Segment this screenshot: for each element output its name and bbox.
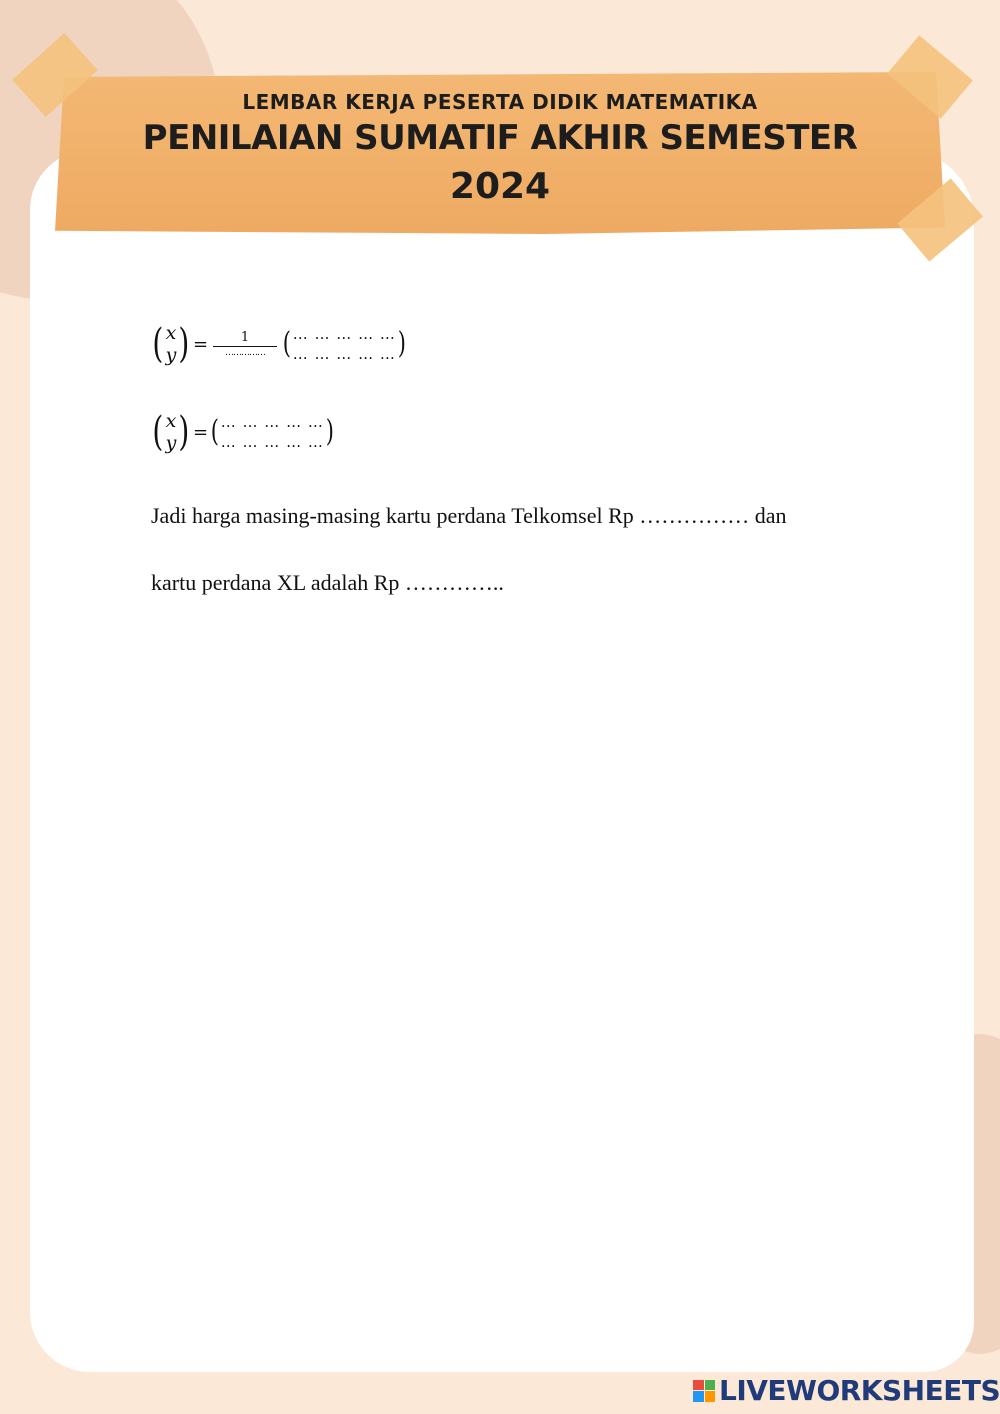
paren-right: ) — [178, 321, 190, 367]
header-title — [55, 72, 945, 207]
var-y: y — [165, 432, 177, 454]
var-x: x — [165, 322, 177, 344]
variable-vector — [166, 322, 177, 366]
liveworksheets-brand[interactable] — [693, 1374, 1000, 1407]
matrix-row-2[interactable]: … … … … … — [292, 345, 396, 363]
header-main-title: PENILAIAN SUMATIF AKHIR SEMESTER — [142, 118, 858, 158]
header-subtitle: LEMBAR KERJA PESERTA DIDIK MATEMATIKA — [242, 90, 758, 114]
equals-sign: = — [192, 333, 209, 355]
matrix-row-2[interactable]: … … … … … — [220, 433, 324, 451]
matrix-paren-left: ( — [282, 326, 292, 361]
matrix-paren-right: ) — [325, 414, 334, 449]
equation-inverse-matrix — [150, 322, 408, 366]
determinant-blank[interactable]: …………… — [225, 347, 266, 358]
equation-result-matrix — [150, 410, 336, 454]
variable-vector — [166, 410, 177, 454]
fraction-numerator: 1 — [240, 329, 250, 345]
paren-left: ( — [152, 321, 164, 367]
header-year: 2024 — [449, 166, 551, 207]
conclusion-line-1[interactable]: Jadi harga masing-masing kartu perdana Telkomsel Rp …………… dan — [151, 503, 787, 528]
var-y: y — [165, 344, 177, 366]
paren-left: ( — [152, 409, 164, 455]
brand-name: LIVEWORKSHEETS — [719, 1374, 1000, 1407]
matrix-paren-left: ( — [210, 414, 220, 449]
conclusion-line-2[interactable]: kartu perdana XL adalah Rp ………….. — [151, 570, 504, 595]
matrix-blank[interactable] — [221, 412, 324, 452]
fraction — [213, 330, 277, 359]
liveworksheets-logo-icon — [693, 1380, 715, 1402]
var-x: x — [165, 410, 177, 432]
equals-sign: = — [192, 421, 209, 443]
matrix-row-1[interactable]: … … … … … — [292, 325, 396, 343]
paren-right: ) — [178, 409, 190, 455]
matrix-paren-right: ) — [397, 326, 406, 361]
matrix-blank[interactable] — [293, 324, 396, 364]
matrix-row-1[interactable]: … … … … … — [220, 413, 324, 431]
